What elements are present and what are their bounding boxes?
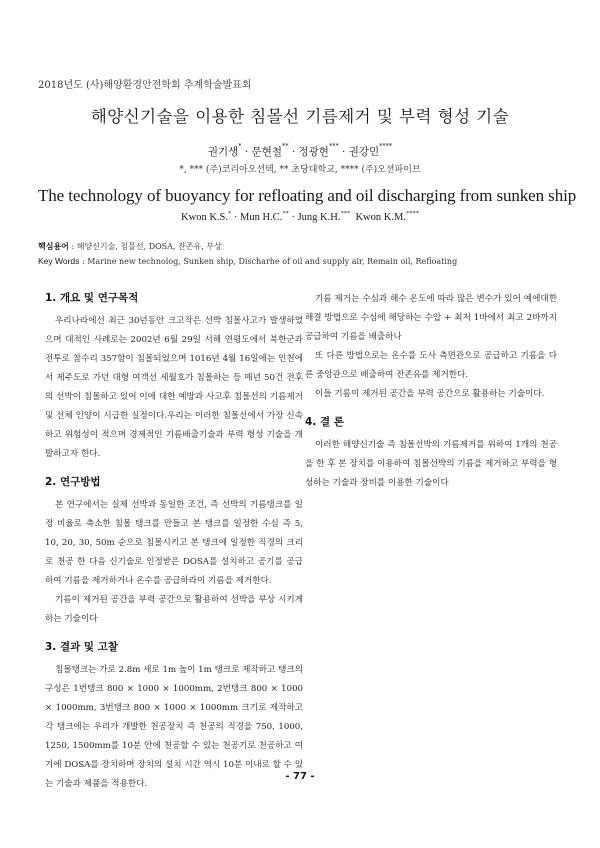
author-name: 권기생 xyxy=(207,146,239,158)
author-mark: **** xyxy=(379,142,393,150)
paragraph: 기름 제거는 수심과 해수 온도에 따라 많은 변수가 있어 예에대한 해결 방법으로 수심에 해당하는 수압 + 최저 1바에서 최고 2바까지 공급하여 기름을 배출하나 xyxy=(305,294,557,342)
author-separator: · xyxy=(288,146,299,158)
paragraph: 침몰탱크는 가로 2.8m 세로 1m 높이 1m 탱크로 제작하고 탱크의 구성은 1번탱크 800 × 1000 × 1000mm, 2번탱크 800 × 1000 × 1000mm, 3번탱크 800 × 1000 × 1000mm 크기로 제작하고 각 탱크에는 우리가 개발한 천공장치 즉 천공의 직경을 750, 1000, 1250, 1500mm를 10분 안에 천공할 수 있는 천공기로 천공하고 여기에 DOSA를 장치하며 장치의 설치 시간 역시 10분 이내로 할 수 있는 기술과 제품을 적용한다. xyxy=(45,665,303,789)
author-name: Kwon K.S. xyxy=(181,212,229,223)
paragraph: 이러한 해양신기술 즉 침몰선박의 기름제거를 위하여 1개의 천공을 한 후 본 장치를 이용하여 침몰선박의 기름을 제거하고 부력을 형성하는 기술과 장비를 이용한 기술이다 xyxy=(305,440,557,488)
affiliations: *, *** (주)코리아오션텍, ** 초당대학교, **** (주)오션파이브 xyxy=(179,165,421,175)
authors-korean xyxy=(0,144,600,159)
author-name: Jung K.H. xyxy=(297,212,341,223)
author-mark: *** xyxy=(340,210,351,217)
author-name: 권강민 xyxy=(348,146,380,158)
section-heading: 2. 연구방법 xyxy=(45,476,101,488)
paragraph: 우리나라에선 최근 30년동안 크고작은 선박 침몰사고가 발생하였으며 대적인 사례로는 2002년 6월 29일 서해 연평도에서 북한군과 전투로 참수리 357함이 침몰되었으며 1016년 4월 16일에는 인천에서 제주도로 가던 대형 여객선 세월호가 침몰하는 등 매년 50건 전후의 선박이 침몰하고 있어 이에 대한 예방과 사고후 침몰선의 기름제거 및 선체 인양이 시급한 실정이다.우리는 이러한 침몰선에서 가장 신속하고 위험성이 적으며 경제적인 기름배출기술과 부력 형성 기술을 개발하고자 한다. xyxy=(45,316,303,459)
author-mark: * xyxy=(228,210,232,217)
section-heading: 4. 결 론 xyxy=(305,416,344,428)
section-heading: 1. 개요 및 연구목적 xyxy=(45,292,139,304)
keywords-label: Key Words xyxy=(38,256,80,266)
author-separator: · xyxy=(338,146,349,158)
author-mark: ** xyxy=(282,210,289,217)
right-column xyxy=(305,290,557,493)
keywords-english xyxy=(38,254,457,269)
paper-title-korean: 해양신기술을 이용한 침몰선 기름제거 및 부력 형성 기술 xyxy=(90,107,510,126)
paragraph: 또 다른 방법으로는 온수를 도사 측면관으로 공급하고 기름을 다른 중앙관으로 배출하여 잔존유를 제거한다. xyxy=(305,351,557,380)
author-name: 문현철 xyxy=(251,146,282,158)
author-separator: · xyxy=(241,146,252,158)
paragraph: 이들 기름이 제거된 공간을 부력 공간으로 활용하는 기술이다. xyxy=(315,389,545,399)
paper-title-english: The technology of buoyancy for refloating and oil discharging from sunken ship xyxy=(38,186,577,205)
keywords-label: 핵심용어 xyxy=(38,242,69,251)
author-mark: ** xyxy=(281,142,289,150)
author-mark: *** xyxy=(328,142,339,150)
author-mark: **** xyxy=(405,210,419,217)
author-name: Mun H.C. xyxy=(240,212,283,223)
author-separator: · xyxy=(288,212,298,223)
keywords-block xyxy=(38,239,457,269)
paragraph: 기름이 제거된 공간을 부력 공간으로 활용하여 선박을 부상 시키게 하는 기술이다 xyxy=(45,595,303,624)
authors-english xyxy=(0,212,600,223)
author-separator: · xyxy=(231,212,241,223)
left-column xyxy=(45,290,303,794)
conference-header: 2018년도 (사)해양환경안전학회 추계학술발표회 xyxy=(38,80,252,91)
author-mark: * xyxy=(238,142,242,150)
author-name: 정광현 xyxy=(298,146,329,158)
paragraph: 본 연구에서는 실제 선박과 동일한 조건, 즉 선박의 기름탱크를 일정 비율로 축소한 침몰 탱크를 만들고 본 탱크를 일정한 수심 즉 5, 10, 20, 30, 50m 순으로 침몰시키고 본 탱크에 일정한 직경의 크리로 천공 한 다음 신기술로 인정받은 DOSA를 설치하고 공기를 공급하여 기름을 제거하거나 온수를 공급하라이 기름을 제거한다. xyxy=(45,500,303,586)
page-number: - 77 - xyxy=(285,771,315,782)
author-name: Kwon K.M. xyxy=(355,212,406,223)
section-heading: 3. 결과 및 고찰 xyxy=(45,641,118,653)
keywords-text: : Marine new technolog, Sunken ship, Discharhe of oil and supply air, Remain oil, Refloating xyxy=(79,257,458,266)
keywords-korean xyxy=(38,239,457,254)
keywords-text: : 해양신기술, 침몰선, DOSA, 잔존유, 부상 xyxy=(68,242,222,251)
